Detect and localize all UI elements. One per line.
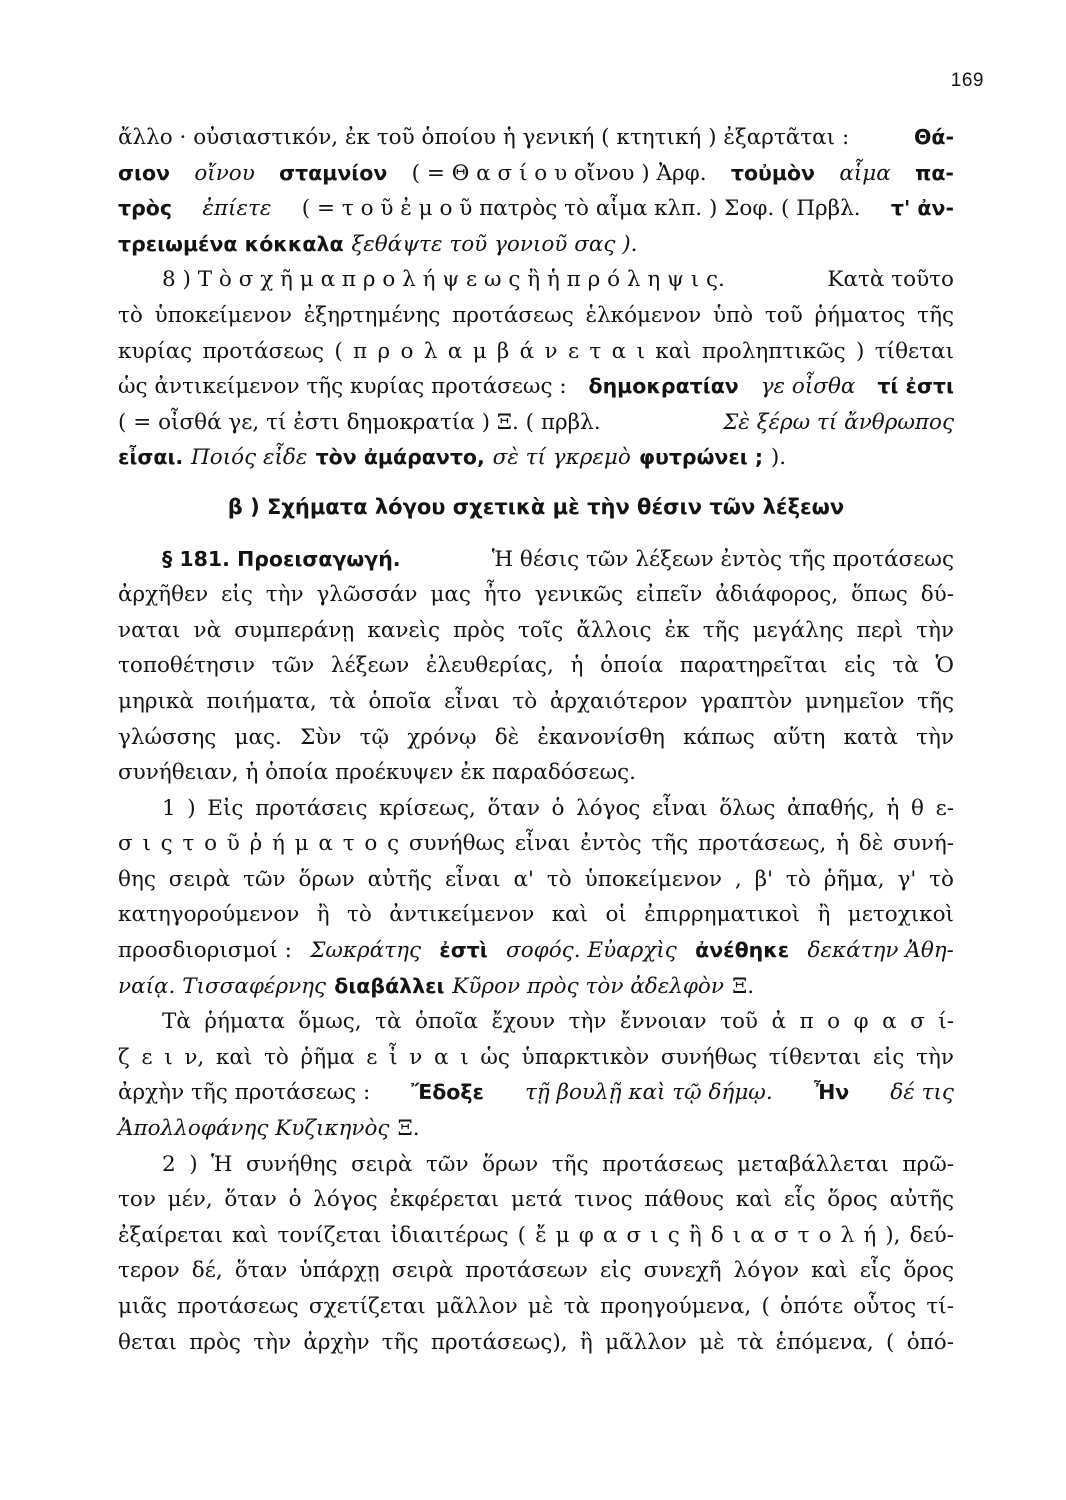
text-run: Κατὰ τοῦτο [827, 267, 954, 293]
text-run: Κῦρον πρὸς τὸν ἀδελφὸν [452, 973, 724, 999]
text-run: δέ τις [890, 1080, 954, 1106]
text-line [118, 369, 954, 405]
text-run: Ποιός εἶδε [191, 445, 308, 471]
text-run: β ) Σχήματα λόγου σχετικὰ μὲ τὴν θέσιν τῶν λέξεων [227, 494, 845, 519]
text-run: 1 ) Εἰς προτάσεις κρίσεως, ὅταν ὁ λόγος εἶναι ὅλως ἀπαθής, ἡ θ ε- [162, 795, 954, 821]
text-line [118, 1147, 954, 1183]
text-line [118, 262, 954, 298]
text-run: θης σειρὰ τῶν ὅρων αὐτῆς εἶναι α' τὸ ὑποκείμενον , β' τὸ ῥῆμα, γ' τὸ [118, 866, 954, 892]
text-line [118, 334, 954, 370]
text-run: Ἀπολλοφάνης Κυζικηνὸς [118, 1116, 390, 1142]
text-run: τὸ ὑποκείμενον ἐξηρτημένης προτάσεως ἑλκόμενον ὑπὸ τοῦ ῥήματος τῆς [118, 302, 954, 328]
text-line [118, 156, 954, 192]
text-line [118, 897, 954, 933]
text-run: τρὸς [118, 196, 172, 221]
text-run: φυτρώνει ; [638, 445, 764, 470]
text-run: τ' ἀν- [890, 196, 954, 221]
text-run: 2 ) Ἡ συνήθης σειρὰ τῶν ὅρων τῆς προτάσεως μεταβάλλεται πρῶ- [162, 1151, 954, 1177]
text-line [118, 1075, 954, 1111]
text-line [118, 1040, 954, 1076]
text-line [118, 1004, 954, 1040]
text-line [118, 1253, 954, 1289]
text-run: Ἔδοξε [411, 1080, 484, 1105]
page-body-text [118, 120, 954, 1360]
text-run: ὡς ἀντικείμενον τῆς κυρίας προτάσεως : [118, 374, 567, 400]
text-run: αἷμα [839, 160, 891, 186]
text-line [118, 542, 954, 578]
text-run: ναίᾳ. Τισσαφέρνης [118, 973, 327, 999]
text-run: ξεθάψτε τοῦ γονιοῦ σας ). [351, 231, 638, 257]
text-line [118, 720, 954, 756]
text-run: κυρίας προτάσεως ( π ρ ο λ α μ β ά ν ε τ α ι καὶ προληπτικῶς ) τίθεται [118, 338, 954, 364]
text-line [118, 440, 954, 476]
text-line [118, 1218, 954, 1254]
text-line [118, 755, 954, 791]
text-run: τῇ βουλῇ καὶ τῷ δήμῳ. [524, 1080, 773, 1106]
text-run: ). [770, 445, 787, 471]
text-run: ναται νὰ συμπεράνῃ κανεὶς πρὸς τοῖς ἄλλοις ἐκ τῆς μεγάλης περὶ τὴν [118, 617, 954, 643]
text-run: δεκάτην Ἀθη- [807, 938, 954, 964]
text-run: Ξ. [732, 973, 755, 999]
text-run: σὲ τί γκρεμὸ [492, 445, 631, 471]
text-run: δημοκρατίαν [588, 374, 739, 399]
text-line [118, 613, 954, 649]
text-run: σ ι ς τ ο ῦ ῥ ή μ α τ ο ς συνήθως εἶναι ἐντὸς τῆς προτάσεως, ἡ δὲ συνή- [118, 831, 954, 857]
text-run: τρειωμένα κόκκαλα [118, 231, 344, 256]
text-line [118, 969, 954, 1005]
text-line [118, 405, 954, 441]
text-run: τερον δέ, ὅταν ὑπάρχῃ σειρὰ προτάσεων εἰς συνεχῆ λόγον καὶ εἷς ὅρος [118, 1258, 954, 1284]
text-run: ἀνέθηκε [695, 938, 790, 963]
text-run: συνήθειαν, ἡ ὁποία προέκυψεν ἐκ παραδόσεως. [118, 760, 636, 786]
text-line [118, 1325, 954, 1361]
text-run: σιον [118, 160, 171, 185]
text-run: Σωκράτης [310, 938, 421, 964]
text-run: Ξ. [397, 1116, 420, 1142]
text-run: μιᾶς προτάσεως σχετίζεται μᾶλλον μὲ τὰ προηγούμενα, ( ὁπότε οὗτος τί- [118, 1294, 954, 1319]
text-line [118, 684, 954, 720]
text-run: οἴνου [194, 160, 255, 186]
text-line [118, 862, 954, 898]
section-heading [118, 490, 954, 526]
text-run: 8 ) Τ ὸ σ χ ῆ μ α π ρ ο λ ή ψ ε ω ς ἢ ἡ π ρ ό λ η ψ ι ς. [162, 267, 725, 293]
text-run: σταμνίον [279, 160, 388, 185]
text-run: διαβάλλει [334, 973, 445, 998]
text-line [118, 791, 954, 827]
text-run: τοποθέτησιν τῶν λέξεων ἐλευθερίας, ἡ ὁποία παρατηρεῖται εἰς τὰ Ὁ [118, 653, 954, 679]
text-run: γε οἶσθα [760, 374, 856, 400]
text-line [118, 826, 954, 862]
text-run: Τὰ ῥήματα ὅμως, τὰ ὁποῖα ἔχουν τὴν ἔννοιαν τοῦ ἀ π ο φ α σ ί- [162, 1009, 954, 1035]
text-line [118, 648, 954, 684]
text-line [118, 577, 954, 613]
text-run: κατηγορούμενον ἢ τὸ ἀντικείμενον καὶ οἱ ἐπιρρηματικοὶ ἢ μετοχικοὶ [118, 902, 954, 928]
text-run: ( = οἶσθά γε, τί ἐστι δημοκρατία ) Ξ. ( πρβλ. [118, 409, 601, 435]
text-run: ἐπίετε [202, 196, 272, 222]
text-line [118, 933, 954, 969]
text-run: § 181. Προεισαγωγή. [162, 546, 401, 571]
text-line [118, 227, 954, 263]
page-number: 169 [950, 70, 984, 91]
text-run: ἐξαίρεται καὶ τονίζεται ἰδιαιτέρως ( ἔ μ φ α σ ι ς ἢ δ ι α σ τ ο λ ή ), δεύ- [118, 1222, 954, 1248]
text-run: Σὲ ξέρω τί ἄνθρωπος [723, 409, 954, 435]
text-run: τοὐμὸν [730, 160, 816, 185]
text-run: τὸν ἀμάραντο, [315, 445, 485, 470]
text-run: γλώσσης μας. Σὺν τῷ χρόνῳ δὲ ἐκανονίσθη κάπως αὕτη κατὰ τὴν [118, 724, 954, 750]
text-run: Ἡ θέσις τῶν λέξεων ἐντὸς τῆς προτάσεως [491, 546, 954, 572]
text-line [118, 191, 954, 227]
text-line [118, 1182, 954, 1218]
text-run: ἀρχῆθεν εἰς τὴν γλῶσσάν μας ἦτο γενικῶς εἰπεῖν ἀδιάφορος, ὅπως δύ- [118, 582, 954, 608]
text-line [118, 1289, 954, 1325]
text-run: ἐστὶ [439, 938, 488, 963]
text-run: ζ ε ι ν, καὶ τὸ ῥῆμα ε ἶ ν α ι ὡς ὑπαρκτικὸν συνήθως τίθενται εἰς τὴν [118, 1044, 954, 1070]
text-run: ἄλλο · οὐσιαστικόν, ἐκ τοῦ ὁποίου ἡ γενική ( κτητική ) ἐξαρτᾶται : [118, 125, 850, 150]
text-run: ἀρχὴν τῆς προτάσεως : [118, 1080, 371, 1106]
text-run: τον μέν, ὅταν ὁ λόγος ἐκφέρεται μετά τινος πάθους καὶ εἷς ὅρος αὐτῆς [118, 1187, 954, 1213]
text-run: σοφός. Εὐαρχὶς [506, 938, 677, 964]
text-run: ( = Θ α σ ί ο υ οἴνου ) Ἀρφ. [411, 160, 707, 186]
text-line [118, 1111, 954, 1147]
text-run: θεται πρὸς τὴν ἀρχὴν τῆς προτάσεως), ἢ μᾶλλον μὲ τὰ ἑπόμενα, ( ὁπό- [118, 1329, 954, 1355]
text-run: προσδιορισμοί : [118, 938, 292, 964]
text-run: Ἦν [813, 1080, 850, 1105]
text-line [118, 120, 954, 156]
text-run: ( = τ ο ῦ ἐ μ ο ῦ πατρὸς τὸ αἷμα κλπ. ) Σοφ. ( Πρβλ. [301, 196, 861, 222]
text-run: τί ἐστι [877, 374, 954, 399]
text-run: Θά- [913, 125, 954, 149]
text-run: πα- [915, 160, 954, 185]
text-line [118, 298, 954, 334]
text-run: εἶσαι. [118, 445, 184, 470]
text-run: μηρικὰ ποιήματα, τὰ ὁποῖα εἶναι τὸ ἀρχαιότερον γραπτὸν μνημεῖον τῆς [118, 688, 954, 714]
